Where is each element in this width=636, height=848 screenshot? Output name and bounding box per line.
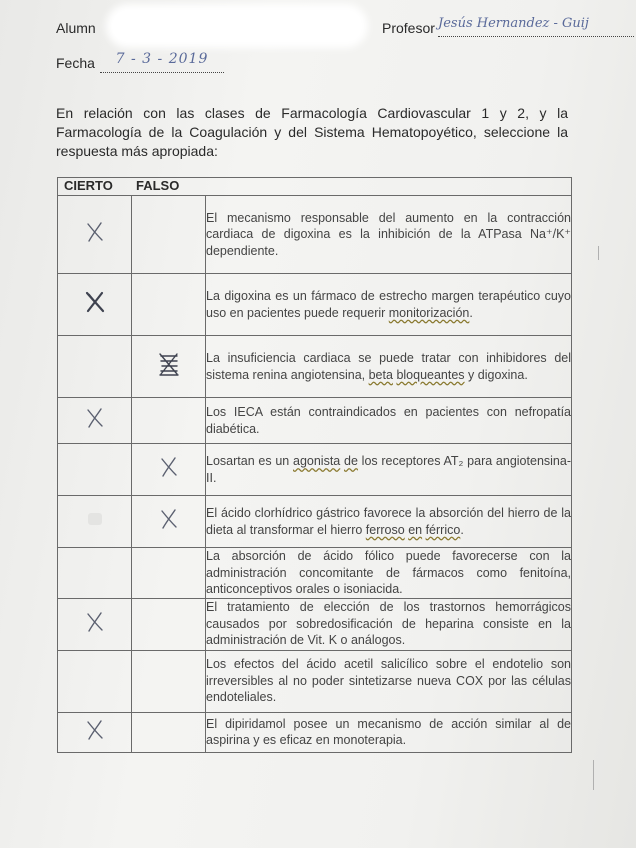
cierto-x-mark <box>84 407 106 429</box>
header-falso: FALSO <box>136 178 180 194</box>
statement-text: El dipiridamol posee un mecanismo de acción similar al de aspirina y es eficaz en monoterapia. <box>206 712 572 752</box>
table-row <box>58 712 572 752</box>
statement-text: Losartan es un agonista de los receptores AT₂ para angiotensina-II. <box>206 444 572 496</box>
alumno-label: Alumn <box>56 20 96 36</box>
true-false-table <box>57 177 572 753</box>
falso-scribbled-mark <box>156 350 182 378</box>
falso-cell[interactable] <box>132 548 206 599</box>
cierto-cell[interactable] <box>58 444 132 496</box>
table-row <box>58 496 572 548</box>
falso-x-mark <box>158 456 180 478</box>
table-row <box>58 598 572 650</box>
instructions: En relación con las clases de Farmacología Cardiovascular 1 y 2, y la Farmacología de la Coagulación y del Sistema Hematopoyético, seleccione la respuesta más apropiada: <box>56 105 568 159</box>
table-row <box>58 196 572 274</box>
falso-cell[interactable] <box>132 496 206 548</box>
falso-x-mark <box>158 508 180 530</box>
falso-cell[interactable] <box>132 196 206 274</box>
cierto-cell[interactable] <box>58 712 132 752</box>
profesor-label: Profesor <box>382 20 435 36</box>
cierto-cell[interactable] <box>58 196 132 274</box>
table-header-row <box>58 178 572 196</box>
falso-cell[interactable] <box>132 598 206 650</box>
statement-text: La digoxina es un fármaco de estrecho margen terapéutico cuyo uso en pacientes puede requerir monitorización. <box>206 274 572 336</box>
cierto-x-mark <box>84 611 106 633</box>
cierto-cell[interactable] <box>58 548 132 599</box>
table-row <box>58 444 572 496</box>
erased-mark <box>86 511 104 527</box>
table-row <box>58 274 572 336</box>
table-row <box>58 398 572 444</box>
falso-cell[interactable] <box>132 444 206 496</box>
cierto-cell[interactable] <box>58 274 132 336</box>
statement-text: Los efectos del ácido acetil salicílico sobre el endotelio son irreversibles al no poder sintetizarse nueva COX por las células endoteliales. <box>206 650 572 712</box>
cierto-cell[interactable] <box>58 398 132 444</box>
falso-cell[interactable] <box>132 650 206 712</box>
cierto-x-mark <box>84 221 106 243</box>
statement-text: La insuficiencia cardiaca se puede tratar con inhibidores del sistema renina angiotensina, beta bloqueantes y digoxina. <box>206 336 572 398</box>
paper-mark <box>593 760 594 790</box>
falso-cell[interactable] <box>132 274 206 336</box>
redacted-name <box>112 10 362 42</box>
statement-text: El ácido clorhídrico gástrico favorece la absorción del hierro de la dieta al transformar el hierro ferroso en férrico. <box>206 496 572 548</box>
falso-cell[interactable] <box>132 398 206 444</box>
profesor-value: Jesús Hernandez - Guij <box>438 14 634 37</box>
fecha-label: Fecha <box>56 55 95 71</box>
cierto-x-mark <box>83 290 107 314</box>
falso-cell[interactable] <box>132 336 206 398</box>
fecha-value: 7 - 3 - 2019 <box>100 50 224 73</box>
cierto-cell[interactable] <box>58 598 132 650</box>
cierto-cell[interactable] <box>58 650 132 712</box>
statement-text: La absorción de ácido fólico puede favorecerse con la administración concomitante de fármacos como fenitoína, anticonceptivos orales o isoniacida. <box>206 549 571 596</box>
table-row <box>58 548 572 599</box>
paper-mark <box>598 246 599 260</box>
statement-text: El tratamiento de elección de los trastornos hemorrágicos causados por sobredosificación de heparina consiste en la administración de Vit. K o análogos. <box>206 598 572 650</box>
statement-text: Los IECA están contraindicados en pacientes con nefropatía diabética. <box>206 398 572 444</box>
falso-cell[interactable] <box>132 712 206 752</box>
statement-text: El mecanismo responsable del aumento en la contracción cardiaca de digoxina es la inhibición de la ATPasa Na⁺/K⁺ dependiente. <box>206 196 572 274</box>
cierto-cell[interactable] <box>58 336 132 398</box>
header-cierto: CIERTO <box>64 178 113 194</box>
table-row <box>58 336 572 398</box>
table-row <box>58 650 572 712</box>
cierto-x-mark <box>84 719 106 741</box>
cierto-cell[interactable] <box>58 496 132 548</box>
